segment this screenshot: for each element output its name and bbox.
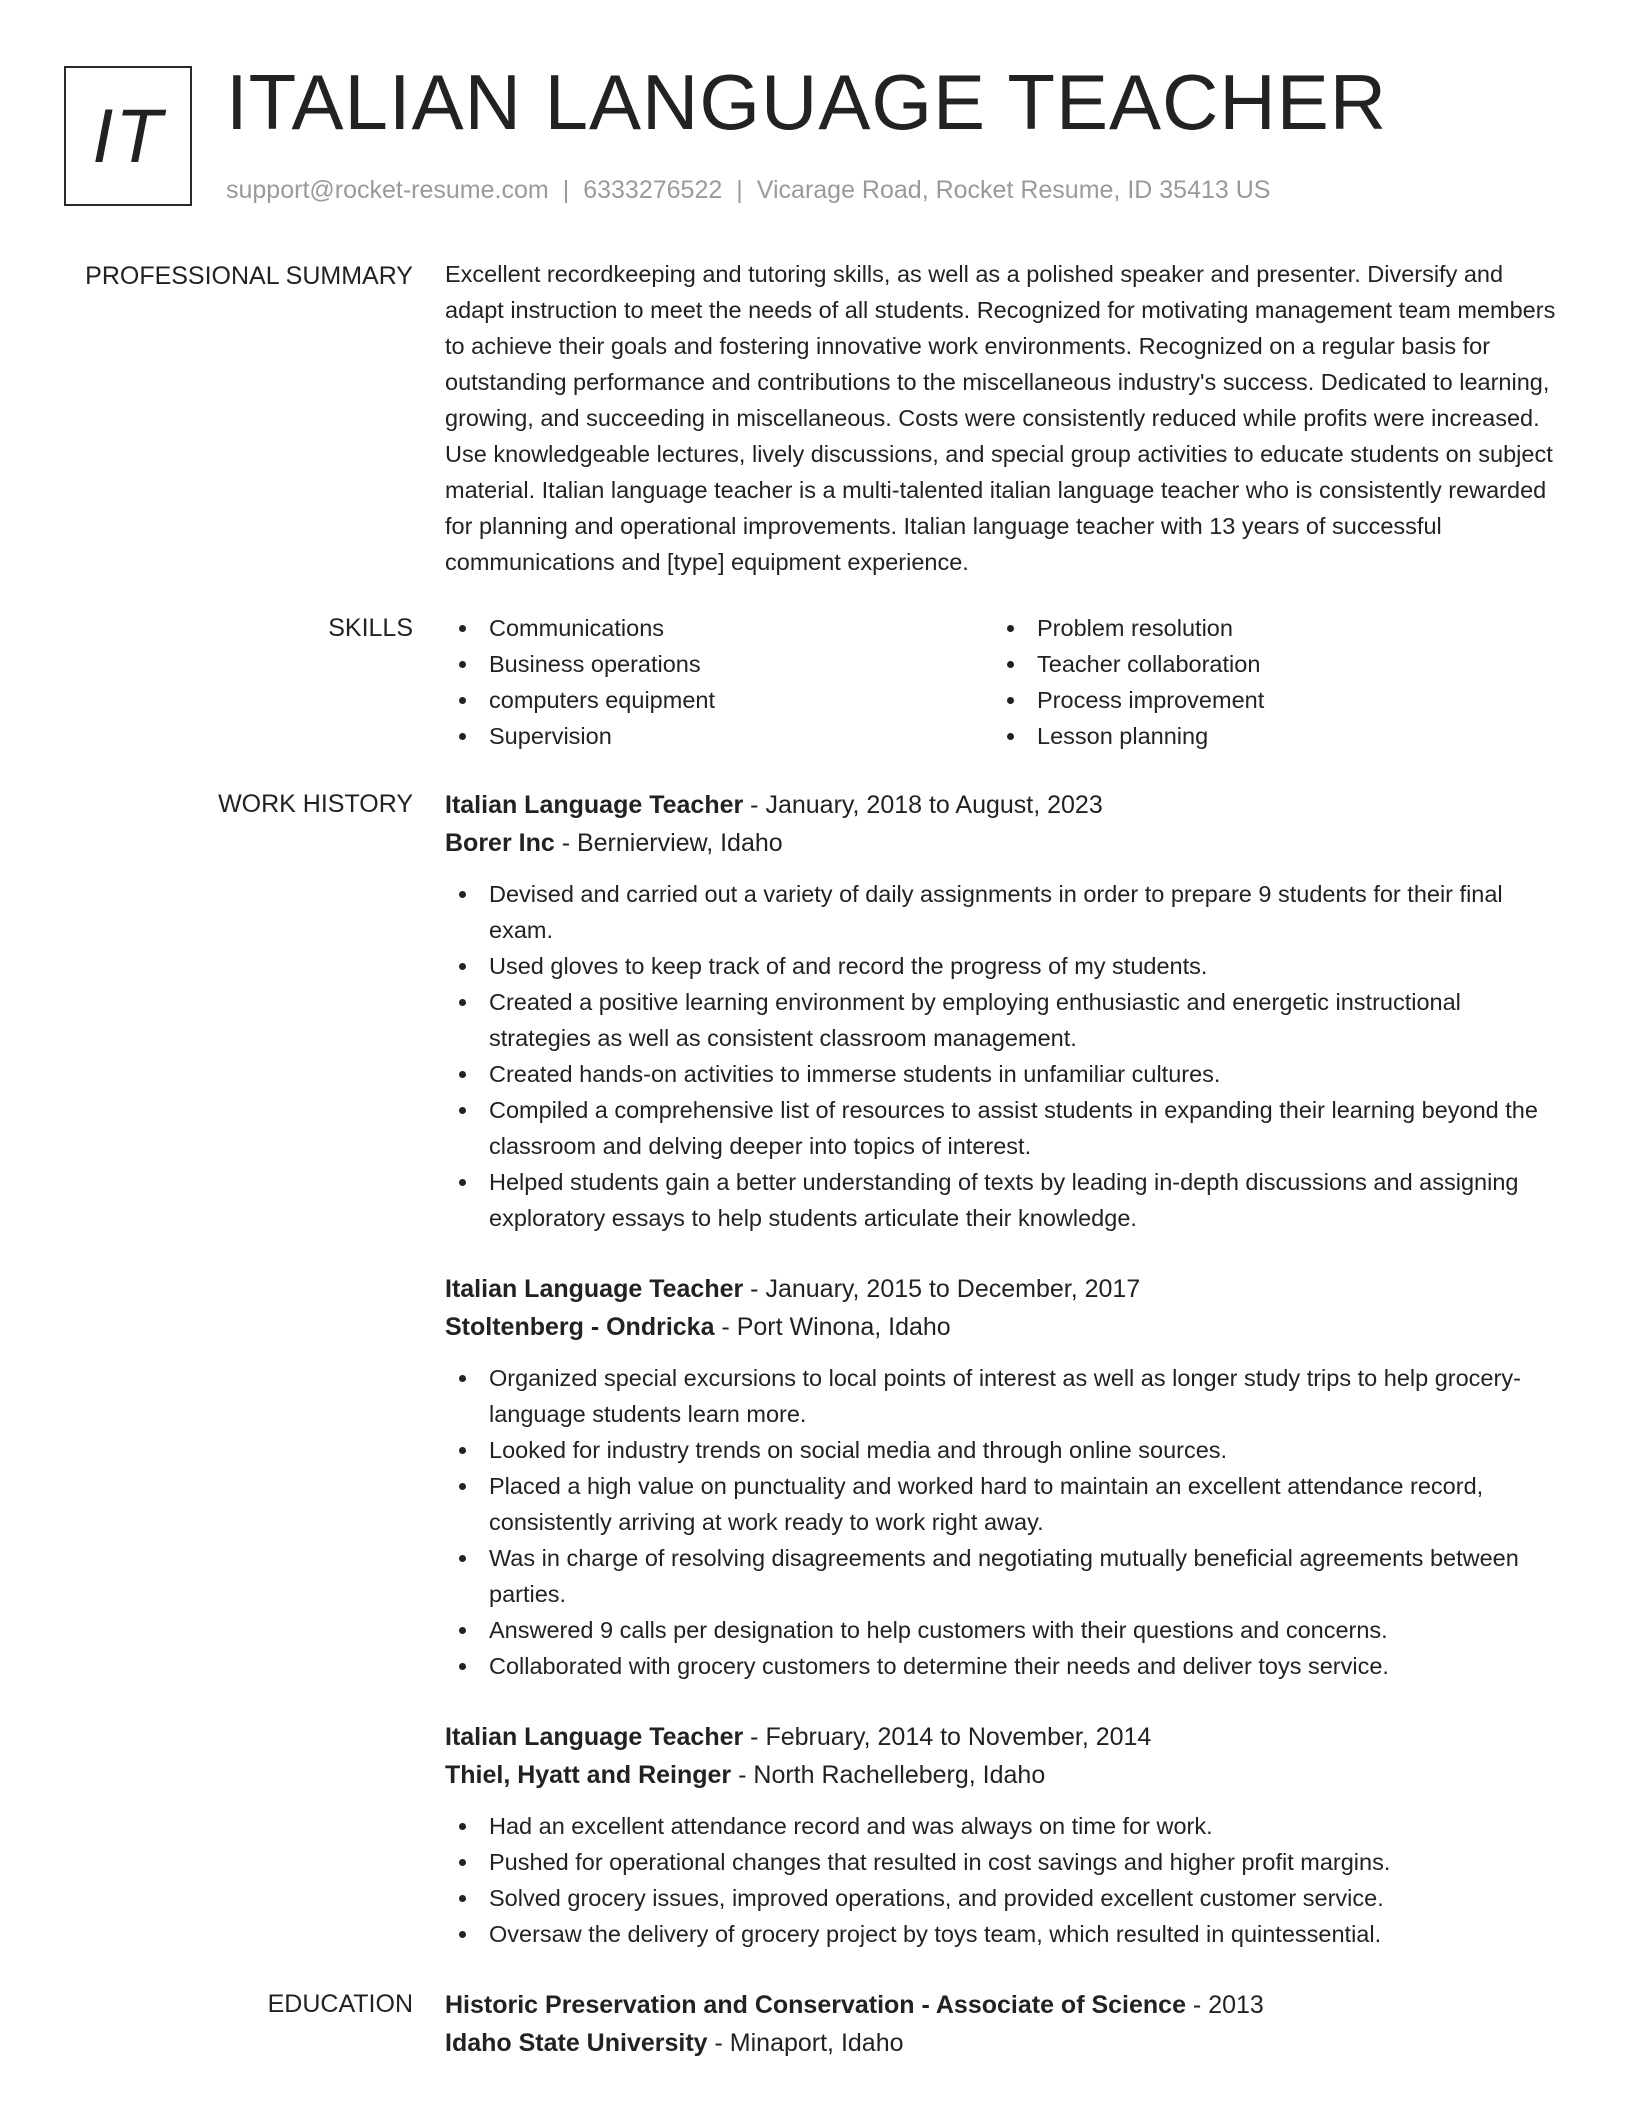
education-school: Idaho State University [445, 2029, 708, 2057]
job-company: Borer Inc [445, 829, 555, 857]
job-duties-list [445, 1360, 1560, 1684]
job-duty: Placed a high value on punctuality and worked hard to maintain an excellent attendance record, consistently arriving at work ready to work right away. [445, 1468, 1560, 1540]
job-duties-list [445, 876, 1560, 1236]
job-duty: Used gloves to keep track of and record the progress of my students. [445, 948, 1560, 984]
summary-heading: PROFESSIONAL SUMMARY [85, 262, 413, 290]
job-duty: Compiled a comprehensive list of resources to assist students in expanding their learning beyond the classroom and delving deeper into topics of interest. [445, 1092, 1560, 1164]
contact-phone: 6333276522 [583, 176, 723, 204]
job-location: - Bernierview, Idaho [554, 829, 783, 857]
education-year: - 2013 [1185, 1991, 1264, 2019]
summary-text: Excellent recordkeeping and tutoring skills, as well as a polished speaker and presenter. Diversify and adapt instruction to meet the needs of all students. Recognized for motivating management team members to achieve their goals and fostering innovative work environments. Recognized on a regular basis for outstanding performance and contributions to the miscellaneous industry's success. Dedicated to learning, growing, and succeeding in miscellaneous. Costs were consistently reduced while profits were increased. Use knowledgeable lectures, lively discussions, and special group activities to educate students on subject material. Italian language teacher is a multi-talented italian language teacher who is consistently rewarded for planning and operational improvements. Italian language teacher with 13 years of successful communications and [type] equipment experience. [445, 261, 1556, 575]
contact-line [226, 174, 1270, 206]
job-duty: Oversaw the delivery of grocery project by toys team, which resulted in quintessential. [445, 1916, 1560, 1952]
contact-address: Vicarage Road, Rocket Resume, ID 35413 US [756, 176, 1271, 204]
skill-item: Supervision [445, 718, 993, 754]
monogram-box [64, 66, 192, 206]
job-duty: Created a positive learning environment by employing enthusiastic and energetic instructional strategies as well as consistent classroom management. [445, 984, 1560, 1056]
skills-heading: SKILLS [328, 614, 413, 642]
work-history-heading: WORK HISTORY [218, 790, 413, 818]
job-location: - Port Winona, Idaho [714, 1313, 951, 1341]
job-dates: - January, 2015 to December, 2017 [743, 1275, 1141, 1303]
job-duty: Solved grocery issues, improved operations, and provided excellent customer service. [445, 1880, 1560, 1916]
contact-email: support@rocket-resume.com [226, 176, 549, 204]
skills-list-left [445, 610, 993, 754]
job-duty: Had an excellent attendance record and was always on time for work. [445, 1808, 1560, 1844]
summary-content [445, 256, 1560, 580]
job-company-line [445, 824, 1560, 862]
skill-item: Teacher collaboration [993, 646, 1541, 682]
job-duty: Was in charge of resolving disagreements and negotiating mutually beneficial agreements between parties. [445, 1540, 1560, 1612]
job-entry [445, 1270, 1560, 1684]
resume-title: ITALIAN LANGUAGE TEACHER [226, 58, 1388, 146]
education-heading: EDUCATION [267, 1990, 413, 2018]
job-company: Thiel, Hyatt and Reinger [445, 1761, 732, 1789]
job-duty: Looked for industry trends on social media and through online sources. [445, 1432, 1560, 1468]
education-degree: Historic Preservation and Conservation - Associate of Science [445, 1991, 1186, 2019]
skill-item: computers equipment [445, 682, 993, 718]
job-dates: - January, 2018 to August, 2023 [743, 791, 1103, 819]
education-degree-line [445, 1986, 1560, 2024]
education-location: - Minaport, Idaho [707, 2029, 904, 2057]
job-duty: Organized special excursions to local points of interest as well as longer study trips to help grocery-language students learn more. [445, 1360, 1560, 1432]
skill-item: Problem resolution [993, 610, 1541, 646]
contact-separator: | [562, 176, 570, 204]
job-entry [445, 786, 1560, 1236]
job-title: Italian Language Teacher [445, 791, 744, 819]
job-location: - North Rachelleberg, Idaho [731, 1761, 1046, 1789]
job-duty: Pushed for operational changes that resulted in cost savings and higher profit margins. [445, 1844, 1560, 1880]
job-duties-list [445, 1808, 1560, 1952]
skill-item: Business operations [445, 646, 993, 682]
job-dates: - February, 2014 to November, 2014 [743, 1723, 1152, 1751]
job-company-line [445, 1756, 1560, 1794]
job-duty: Devised and carried out a variety of daily assignments in order to prepare 9 students for their final exam. [445, 876, 1560, 948]
skills-content [445, 610, 1560, 754]
contact-separator: | [736, 176, 743, 204]
education-school-line [445, 2024, 1560, 2062]
job-duty: Helped students gain a better understanding of texts by leading in-depth discussions and assigning exploratory essays to help students articulate their knowledge. [445, 1164, 1560, 1236]
job-title: Italian Language Teacher [445, 1723, 744, 1751]
monogram-initials: IT [92, 93, 164, 179]
job-duty: Answered 9 calls per designation to help customers with their questions and concerns. [445, 1612, 1560, 1648]
job-company: Stoltenberg - Ondricka [445, 1313, 715, 1341]
job-entry [445, 1718, 1560, 1952]
job-title-line [445, 1270, 1560, 1308]
skills-list-right [993, 610, 1541, 754]
skill-item: Process improvement [993, 682, 1541, 718]
skill-item: Lesson planning [993, 718, 1541, 754]
job-title-line [445, 1718, 1560, 1756]
job-duty: Collaborated with grocery customers to determine their needs and deliver toys service. [445, 1648, 1560, 1684]
skill-item: Communications [445, 610, 993, 646]
job-company-line [445, 1308, 1560, 1346]
job-title-line [445, 786, 1560, 824]
job-duty: Created hands-on activities to immerse students in unfamiliar cultures. [445, 1056, 1560, 1092]
education-content [445, 1986, 1560, 2062]
job-title: Italian Language Teacher [445, 1275, 744, 1303]
